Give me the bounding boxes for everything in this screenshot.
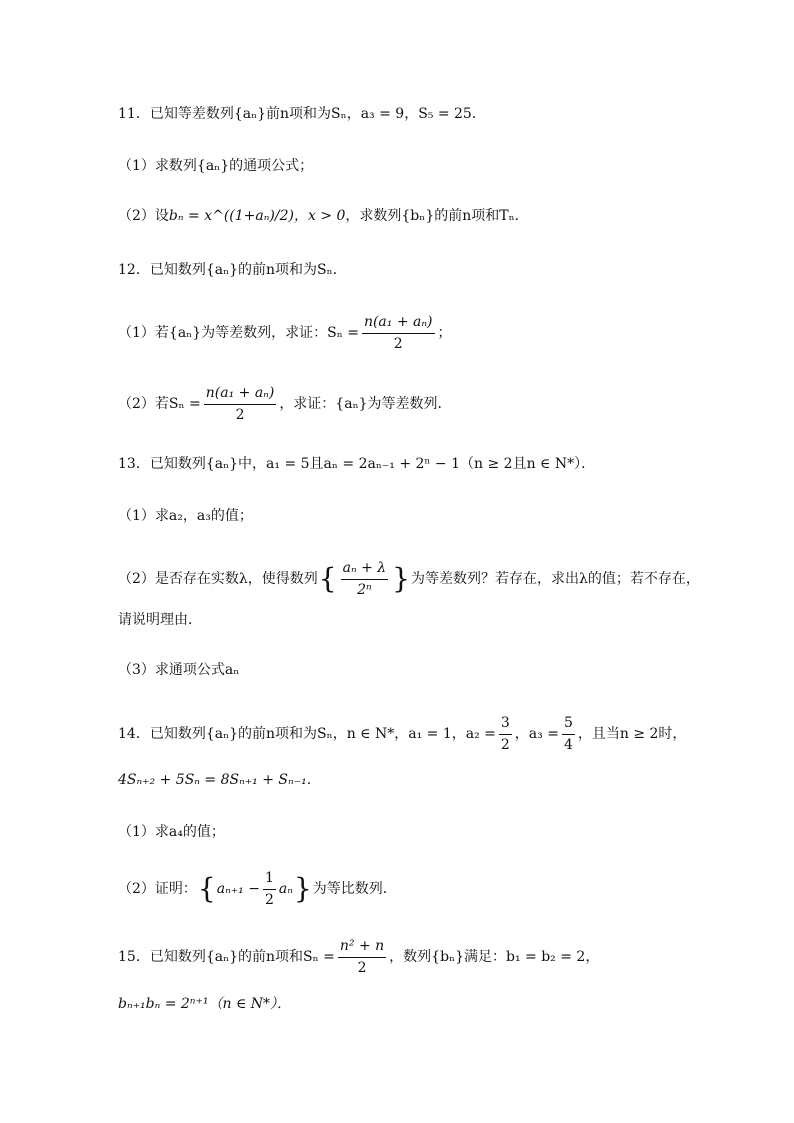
problem-15-continuation: bₙ₊₁bₙ = 2ⁿ⁺¹（n ∈ N*）． — [118, 996, 292, 1012]
expression-right: aₙ — [278, 880, 293, 897]
problem-12-text: 12．已知数列{aₙ}的前n项和为Sₙ． — [118, 262, 347, 278]
problem-14-part-1 — [118, 824, 734, 841]
a2-fraction — [499, 715, 512, 754]
problem-15-cont — [118, 996, 734, 1013]
fraction-denominator: 2 — [393, 335, 403, 352]
problem-15-stem — [118, 938, 734, 977]
problem-14-stem-mid: ，a₃ = — [514, 725, 559, 742]
problem-13-part-2-fraction — [341, 560, 389, 599]
problem-14-stem-prefix: 14．已知数列{aₙ}的前n项和为Sₙ，n ∈ N*，a₁ = 1，a₂ = — [118, 725, 496, 742]
problem-12-stem — [118, 262, 734, 279]
fraction-denominator: 4 — [563, 736, 573, 753]
fraction-denominator: 2 — [357, 959, 367, 976]
fraction-denominator: 2 — [264, 891, 274, 908]
right-brace-icon: } — [392, 562, 410, 596]
fraction-numerator: n(a₁ + aₙ) — [204, 385, 277, 405]
problem-14-stem — [118, 715, 734, 754]
problem-14-part-1-text: （1）求a₄的值； — [118, 824, 225, 840]
fraction-numerator: 5 — [562, 715, 575, 735]
left-brace-icon: { — [318, 562, 337, 596]
problem-11-stem — [118, 106, 734, 123]
fraction-numerator: aₙ + λ — [341, 560, 389, 580]
fraction-denominator: 2 — [235, 406, 245, 423]
problem-12-part-1-suffix: ； — [437, 324, 452, 341]
expression-left: aₙ₊₁ − — [216, 880, 260, 897]
fraction-denominator: 2ⁿ — [357, 581, 372, 598]
problem-11-part-2-expression: bₙ = x^((1+aₙ)/2)，x > 0 — [168, 208, 346, 224]
problem-14-stem-suffix: ，且当n ≥ 2时， — [577, 725, 687, 742]
problem-15-stem-suffix: ，数列{bₙ}满足：b₁ = b₂ = 2， — [389, 948, 600, 965]
problem-12-part-1-fraction — [362, 314, 435, 353]
problem-13-part-2-cont — [118, 612, 734, 629]
recurrence-text: 4Sₙ₊₂ + 5Sₙ = 8Sₙ₊₁ + Sₙ₋₁． — [118, 772, 321, 788]
problem-13-part-2 — [118, 560, 734, 599]
fraction-numerator: n² + n — [338, 938, 386, 958]
problem-14-part-2-suffix: 为等比数列． — [312, 880, 397, 897]
problem-11-part-2-suffix: ，求数列{bₙ}的前n项和Tₙ． — [345, 208, 529, 224]
right-brace-icon: } — [293, 872, 312, 906]
problem-13-part-3 — [118, 662, 734, 679]
half-fraction — [263, 870, 276, 909]
problem-11-part-1 — [118, 158, 734, 175]
problem-14-part-2 — [118, 870, 734, 909]
problem-13-part-3-text: （3）求通项公式aₙ — [118, 662, 240, 678]
problem-14-part-2-prefix: （2）证明： — [118, 880, 197, 897]
problem-15-stem-prefix: 15．已知数列{aₙ}的前n项和Sₙ = — [118, 948, 335, 965]
problem-13-part-1 — [118, 508, 734, 525]
problem-12-part-1-prefix: （1）若{aₙ}为等差数列，求证：Sₙ = — [118, 324, 359, 341]
fraction-numerator: 1 — [263, 870, 276, 890]
fraction-numerator: n(a₁ + aₙ) — [362, 314, 435, 334]
problem-13-text: 13．已知数列{aₙ}中，a₁ = 5且aₙ = 2aₙ₋₁ + 2ⁿ − 1（n ≥ 2且n ∈ N*）． — [118, 456, 596, 472]
problem-13-part-2-suffix: 为等差数列？若存在，求出λ的值；若不存在， — [410, 570, 700, 587]
left-brace-icon: { — [197, 872, 216, 906]
problem-13-part-1-text: （1）求a₂，a₃的值； — [118, 508, 253, 524]
problem-13-part-2-prefix: （2）是否存在实数λ，使得数列 — [118, 570, 318, 587]
sn-fraction — [338, 938, 386, 977]
problem-14-recurrence — [118, 772, 734, 789]
fraction-numerator: 3 — [499, 715, 512, 735]
problem-12-part-2-prefix: （2）若Sₙ = — [118, 395, 201, 412]
a3-fraction — [562, 715, 575, 754]
problem-11-part-2-prefix: （2）设 — [118, 208, 169, 224]
problem-13-part-2-continuation: 请说明理由． — [118, 612, 202, 628]
problem-13-stem — [118, 456, 734, 473]
problem-11-part-1-text: （1）求数列{aₙ}的通项公式； — [118, 158, 314, 174]
problem-11-text: 11．已知等差数列{aₙ}前n项和为Sₙ，a₃ = 9，S₅ = 25． — [118, 106, 486, 122]
problem-12-part-2-fraction — [204, 385, 277, 424]
problem-12-part-2 — [118, 385, 734, 424]
problem-12-part-2-suffix: ，求证：{aₙ}为等差数列． — [279, 395, 452, 412]
problem-11-part-2 — [118, 208, 734, 225]
problem-12-part-1 — [118, 314, 734, 353]
fraction-denominator: 2 — [500, 736, 510, 753]
